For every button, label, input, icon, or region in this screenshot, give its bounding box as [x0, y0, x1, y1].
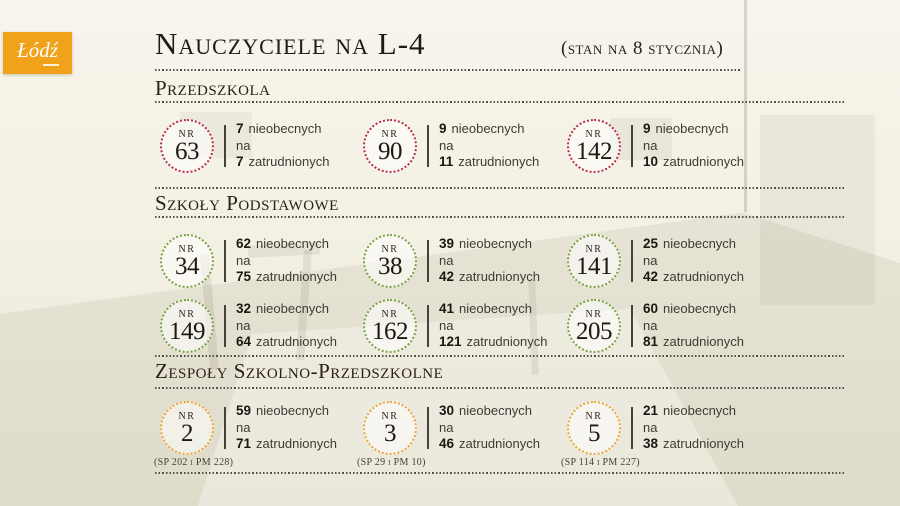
employed-count: 11 — [439, 154, 454, 170]
employed-label: zatrudnionych — [663, 269, 744, 285]
school-number: 141 — [576, 252, 612, 280]
stat-text — [236, 121, 329, 171]
school-number: 205 — [576, 317, 612, 345]
absent-label: nieobecnych — [256, 403, 330, 418]
employed-count: 7 — [236, 154, 244, 170]
employed-label: zatrudnionych — [256, 334, 337, 350]
school-number: 162 — [372, 317, 408, 345]
school-number-badge — [567, 119, 621, 173]
school-number: 38 — [378, 252, 402, 280]
absent-count: 41 — [439, 301, 455, 316]
nr-label: NR — [178, 243, 196, 255]
absent-label: nieobecnych — [256, 301, 330, 316]
divider-bar — [427, 407, 429, 449]
stat-text — [439, 403, 540, 453]
school-number-badge — [363, 299, 417, 353]
employed-count: 42 — [439, 269, 455, 285]
divider-bar — [427, 305, 429, 347]
employed-label: zatrudnionych — [458, 154, 540, 170]
nr-label: NR — [381, 410, 399, 422]
school-number: 34 — [175, 252, 199, 280]
absent-count: 62 — [236, 236, 252, 251]
divider-bar — [631, 407, 633, 449]
stat-text — [236, 236, 337, 286]
school-number-badge — [160, 234, 214, 288]
absent-count: 60 — [643, 301, 659, 316]
stat-text — [643, 403, 744, 453]
na-label: na — [439, 137, 454, 153]
school-number: 2 — [181, 419, 193, 447]
stat-text — [236, 301, 337, 351]
nr-label: NR — [585, 128, 603, 140]
employed-count: 81 — [643, 334, 659, 350]
na-label: na — [236, 137, 251, 153]
nr-label: NR — [585, 243, 603, 255]
absent-count: 25 — [643, 236, 659, 251]
stat-group — [363, 118, 568, 174]
absent-count: 30 — [439, 403, 455, 418]
school-number-badge — [160, 401, 214, 455]
absent-count: 9 — [643, 121, 651, 136]
employed-label: zatrudnionych — [466, 334, 548, 350]
stat-group — [154, 400, 365, 468]
stat-text — [439, 236, 540, 286]
nr-label: NR — [381, 243, 399, 255]
nr-label: NR — [178, 128, 196, 140]
school-number: 5 — [588, 419, 600, 447]
school-number-badge — [567, 299, 621, 353]
section-title-zespoly: Zespoły Szkolno-Przedszkolne — [155, 359, 444, 383]
city-logo — [3, 32, 72, 74]
stat-text — [643, 121, 744, 171]
nr-label: NR — [585, 410, 603, 422]
school-number: 90 — [378, 137, 402, 165]
employed-label: zatrudnionych — [459, 269, 540, 285]
divider-bar — [631, 305, 633, 347]
stat-group — [363, 298, 568, 354]
employed-label: zatrudnionych — [663, 436, 744, 452]
absent-count: 7 — [236, 121, 244, 136]
absent-label: nieobecnych — [451, 121, 525, 136]
school-number-badge — [363, 401, 417, 455]
school-number: 149 — [169, 317, 205, 345]
school-number-badge — [567, 234, 621, 288]
divider-under-przedszkola — [155, 101, 845, 103]
stat-text — [236, 403, 337, 453]
absent-count: 9 — [439, 121, 447, 136]
stat-group — [357, 400, 568, 468]
school-number-badge — [363, 119, 417, 173]
stat-group — [561, 400, 772, 468]
stat-group — [567, 118, 772, 174]
school-number: 3 — [384, 419, 396, 447]
divider-above-zespoly — [155, 355, 845, 357]
na-label: na — [439, 419, 454, 435]
employed-count: 64 — [236, 334, 252, 350]
section-title-podstawowe: Szkoły Podstawowe — [155, 191, 339, 215]
stat-group — [160, 233, 365, 289]
absent-count: 39 — [439, 236, 455, 251]
divider-under-podstawowe — [155, 216, 845, 218]
divider-bar — [224, 240, 226, 282]
unit-caption: (SP 114 i PM 227) — [561, 457, 640, 468]
absent-label: nieobecnych — [248, 121, 322, 136]
city-logo-text: Łódź — [17, 38, 58, 62]
nr-label: NR — [178, 410, 196, 422]
stat-group — [160, 118, 365, 174]
employed-count: 10 — [643, 154, 659, 170]
employed-count: 46 — [439, 436, 455, 452]
divider-bar — [224, 125, 226, 167]
page-subtitle: (stan na 8 stycznia) — [561, 38, 724, 59]
absent-label: nieobecnych — [459, 236, 533, 251]
na-label: na — [643, 317, 658, 333]
absent-label: nieobecnych — [459, 403, 533, 418]
absent-label: nieobecnych — [663, 403, 737, 418]
stat-group — [567, 233, 772, 289]
stat-text — [439, 301, 547, 351]
school-number-badge — [567, 401, 621, 455]
na-label: na — [439, 252, 454, 268]
employed-label: zatrudnionych — [459, 436, 540, 452]
divider-under-zespoly — [155, 387, 845, 389]
absent-label: nieobecnych — [459, 301, 533, 316]
absent-count: 21 — [643, 403, 659, 418]
divider-bar — [631, 125, 633, 167]
stat-text — [643, 236, 744, 286]
employed-count: 71 — [236, 436, 252, 452]
school-number-badge — [363, 234, 417, 288]
na-label: na — [236, 252, 251, 268]
absent-count: 59 — [236, 403, 252, 418]
stat-text — [643, 301, 744, 351]
nr-label: NR — [585, 308, 603, 320]
employed-count: 42 — [643, 269, 659, 285]
absent-label: nieobecnych — [655, 121, 729, 136]
divider-above-podstawowe — [155, 187, 845, 189]
unit-caption: (SP 202 i PM 228) — [154, 457, 234, 468]
na-label: na — [236, 419, 251, 435]
nr-label: NR — [178, 308, 196, 320]
divider-bar — [631, 240, 633, 282]
stat-group — [363, 233, 568, 289]
stat-group — [160, 298, 365, 354]
divider-bar — [224, 305, 226, 347]
absent-label: nieobecnych — [663, 301, 737, 316]
absent-label: nieobecnych — [663, 236, 737, 251]
school-number-badge — [160, 119, 214, 173]
absent-count: 32 — [236, 301, 252, 316]
page-title: Nauczyciele na L-4 — [155, 26, 426, 61]
employed-count: 75 — [236, 269, 252, 285]
divider-under-title — [155, 69, 740, 71]
employed-count: 121 — [439, 334, 462, 350]
section-title-przedszkola: Przedszkola — [155, 76, 271, 100]
unit-caption: (SP 29 i PM 10) — [357, 457, 426, 468]
school-number: 63 — [175, 137, 199, 165]
divider-bottom — [155, 472, 845, 474]
stat-text — [439, 121, 539, 171]
na-label: na — [643, 419, 658, 435]
school-number-badge — [160, 299, 214, 353]
divider-bar — [427, 240, 429, 282]
city-logo-underline — [43, 64, 59, 66]
nr-label: NR — [381, 308, 399, 320]
nr-label: NR — [381, 128, 399, 140]
employed-count: 38 — [643, 436, 659, 452]
employed-label: zatrudnionych — [663, 334, 744, 350]
stat-group — [567, 298, 772, 354]
employed-label: zatrudnionych — [248, 154, 330, 170]
na-label: na — [643, 137, 658, 153]
school-number: 142 — [576, 137, 612, 165]
employed-label: zatrudnionych — [256, 436, 337, 452]
divider-bar — [224, 407, 226, 449]
divider-bar — [427, 125, 429, 167]
absent-label: nieobecnych — [256, 236, 330, 251]
employed-label: zatrudnionych — [256, 269, 337, 285]
employed-label: zatrudnionych — [663, 154, 744, 170]
na-label: na — [643, 252, 658, 268]
na-label: na — [236, 317, 251, 333]
na-label: na — [439, 317, 454, 333]
